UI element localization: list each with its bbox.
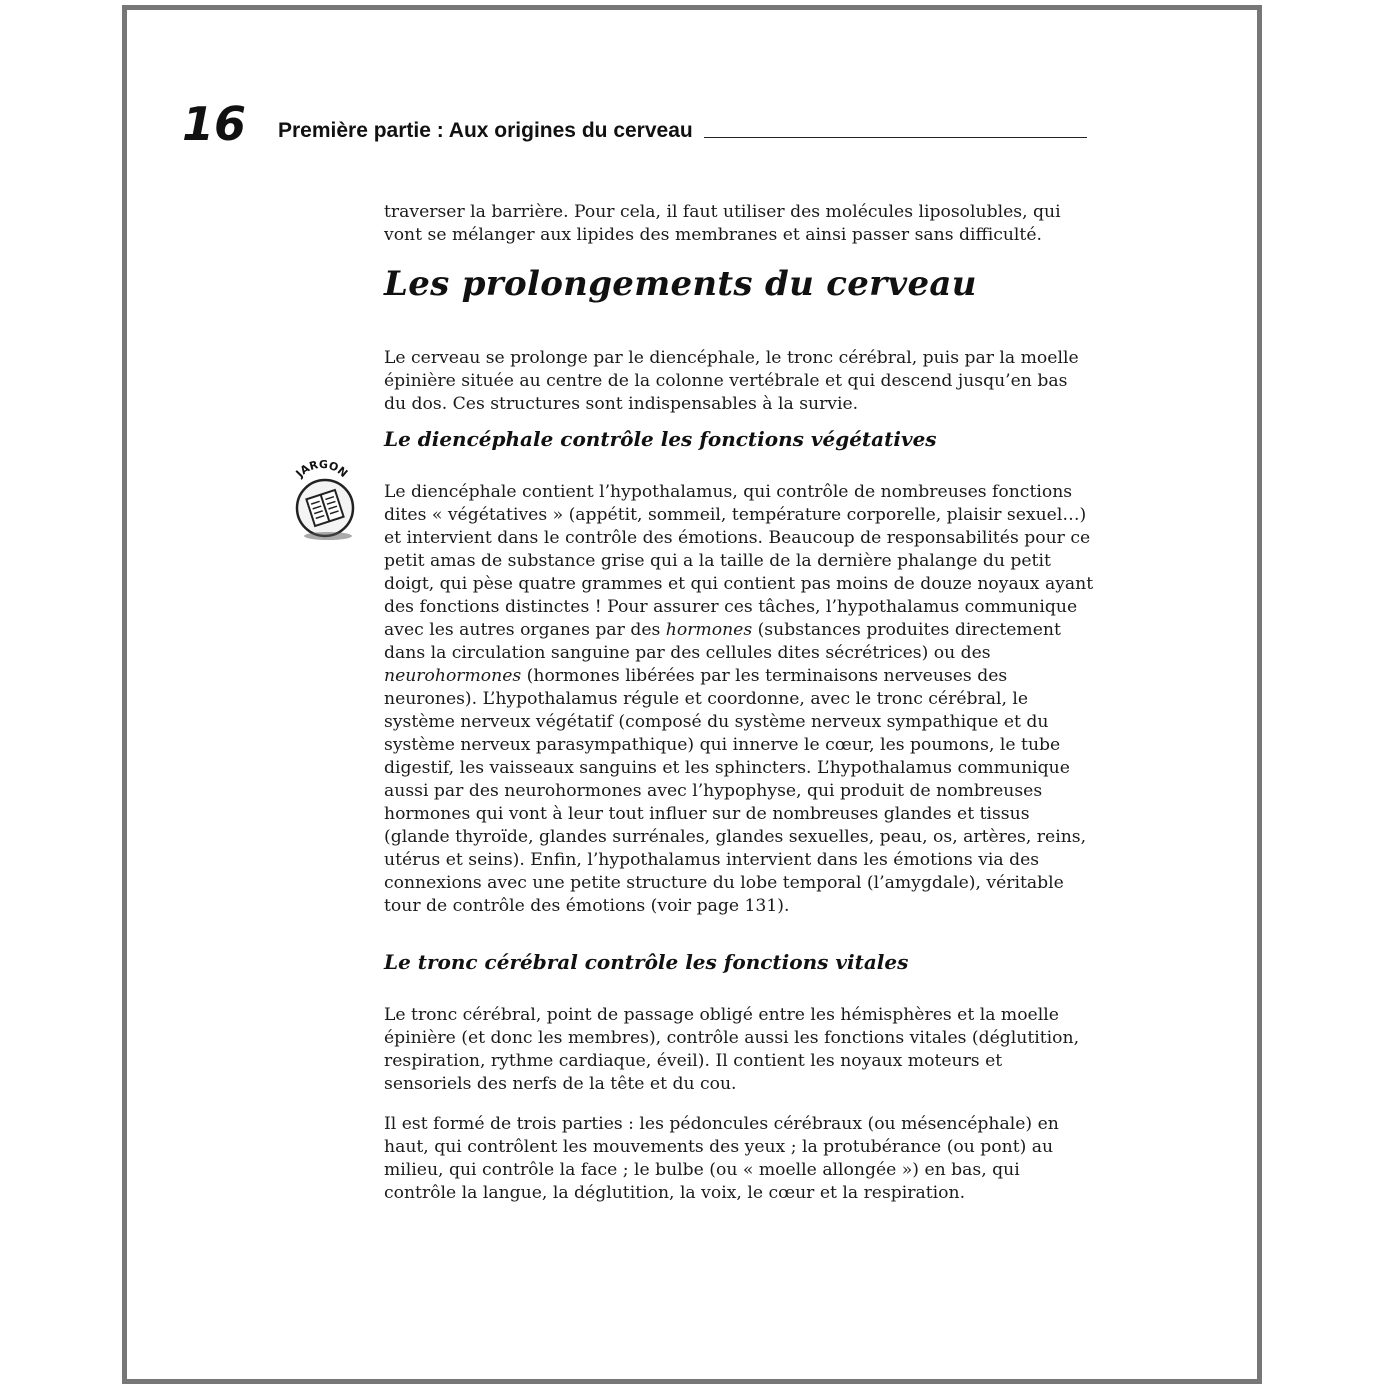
jargon-book-icon <box>280 456 364 546</box>
header-rule <box>704 137 1087 138</box>
tronc-paragraph-1: Le tronc cérébral, point de passage obligé entre les hémisphères et la moelle épinière (et donc les membres), contrôle aussi les fonctions vitales (déglutition, respiration, rythme cardiaque, éveil). Il contient les noyaux moteurs et sensoriels des nerfs de la tête et du cou. <box>384 1005 1080 1095</box>
svg-text:JARGON <box>293 458 350 481</box>
diencephale-paragraph <box>384 481 1094 918</box>
page-number: 16 <box>182 97 247 151</box>
jargon-label: JARGON <box>293 457 351 481</box>
diencephale-text-c: (hormones libérées par les terminaisons nerveuses des neurones). L’hypothalamus régule et coordonne, avec le tronc cérébral, le système nerveux végétatif (composé du système nerveux sympathique et du système nerveux parasympathique) qui innerve le cœur, les poumons, le tube digestif, les vaisseaux sanguins et les sphincters. L’hypothalamus communique aussi par des neurohormones avec l’hypophyse, qui produit de nombreuses hormones qui vont à leur tout influer sur de nombreuses glandes et tissus (glande thyroïde, glandes surrénales, glandes sexuelles, peau, os, artères, reins, utérus et seins). Enfin, l’hypothalamus intervient dans les émotions via des connexions avec une petite structure du lobe temporal (l’amygdale), véritable tour de contrôle des émotions (voir page 131). <box>384 666 1087 917</box>
running-head: Première partie : Aux origines du cerveau <box>278 119 693 142</box>
subheading-tronc: Le tronc cérébral contrôle les fonctions vitales <box>384 950 909 974</box>
term-hormones: hormones <box>665 620 753 641</box>
diencephale-text-a: Le diencéphale contient l’hypothalamus, qui contrôle de nombreuses fonctions dites « végétatives » (appétit, sommeil, température corporelle, plaisir sexuel…) et intervient dans le contrôle des émotions. Beaucoup de responsabilités pour ce petit amas de substance grise qui a la taille de la dernière phalange du petit doigt, qui pèse quatre grammes et qui contient pas moins de douze noyaux ayant des fonctions distinctes ! Pour assurer ces tâches, l’hypothalamus communique avec les autres organes par des <box>384 482 1094 641</box>
intro-continued-paragraph: traverser la barrière. Pour cela, il faut utiliser des molécules liposolubles, qui vont se mélanger aux lipides des membranes et ainsi passer sans difficulté. <box>384 202 1061 246</box>
diencephale-text-b: (substances produites directement dans la circulation sanguine par des cellules dites sécrétrices) ou des <box>384 620 1061 664</box>
tronc-paragraph-2: Il est formé de trois parties : les pédoncules cérébraux (ou mésencéphale) en haut, qui contrôlent les mouvements des yeux ; la protubérance (ou pont) au milieu, qui contrôle la face ; le bulbe (ou « moelle allongée ») en bas, qui contrôle la langue, la déglutition, la voix, le cœur et la respiration. <box>384 1114 1059 1204</box>
section-intro-paragraph: Le cerveau se prolonge par le diencéphale, le tronc cérébral, puis par la moelle épinière située au centre de la colonne vertébrale et qui descend jusqu’en bas du dos. Ces structures sont indispensables à la survie. <box>384 348 1079 415</box>
section-heading: Les prolongements du cerveau <box>384 264 977 304</box>
term-neurohormones: neurohormones <box>384 666 522 687</box>
subheading-diencephale: Le diencéphale contrôle les fonctions végétatives <box>384 427 937 451</box>
